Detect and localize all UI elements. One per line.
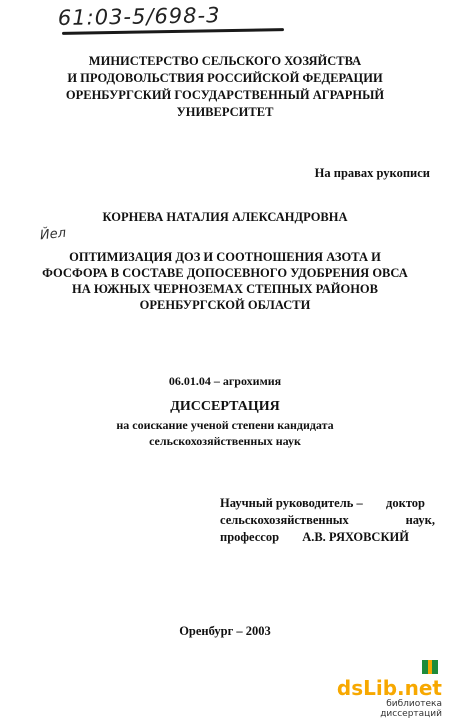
supervisor-block [220, 495, 435, 546]
degree-statement [0, 417, 450, 449]
degree-line: на соискание ученой степени кандидата [116, 418, 334, 432]
title-line: НА ЮЖНЫХ ЧЕРНОЗЕМАХ СТЕПНЫХ РАЙОНОВ [72, 282, 378, 296]
supervisor-role: Научный руководитель – [220, 496, 363, 510]
title-line: ОРЕНБУРГСКОЙ ОБЛАСТИ [139, 298, 311, 312]
supervisor-field: сельскохозяйственных [220, 513, 349, 527]
supervisor-degree: доктор [386, 496, 425, 510]
watermark[interactable] [322, 658, 442, 719]
rights-note: На правах рукописи [314, 166, 430, 180]
document-type: ДИССЕРТАЦИЯ [170, 399, 280, 414]
author-name: КОРНЕВА НАТАЛИЯ АЛЕКСАНДРОВНА [102, 210, 348, 224]
watermark-brand: dsLib.net [336, 676, 442, 700]
handwritten-catalog-code: 61:03-5/698-3 [57, 3, 221, 31]
org-line: И ПРОДОВОЛЬСТВИЯ РОССИЙСКОЙ ФЕДЕРАЦИИ [67, 71, 383, 85]
supervisor-line [220, 495, 425, 512]
degree-line: сельскохозяйственных наук [149, 434, 301, 448]
org-line: ОРЕНБУРГСКИЙ ГОСУДАРСТВЕННЫЙ АГРАРНЫЙ [65, 88, 385, 102]
city-year: Оренбург – 2003 [179, 624, 271, 638]
watermark-tagline: библиотека диссертаций [380, 699, 442, 719]
supervisor-name: А.В. РЯХОВСКИЙ [302, 530, 409, 544]
organization-header [0, 53, 450, 121]
org-line: УНИВЕРСИТЕТ [176, 105, 274, 119]
dissertation-title [0, 249, 450, 313]
org-line: МИНИСТЕРСТВО СЕЛЬСКОГО ХОЗЯЙСТВА [88, 54, 362, 68]
supervisor-field-suffix: наук, [405, 513, 435, 527]
specialty-code: 06.01.04 – агрохимия [168, 374, 282, 388]
title-line: ОПТИМИЗАЦИЯ ДОЗ И СООТНОШЕНИЯ АЗОТА И [69, 250, 381, 264]
supervisor-line [220, 512, 435, 529]
supervisor-line [220, 529, 435, 546]
book-logo-icon [421, 658, 439, 676]
supervisor-title: профессор [220, 530, 280, 544]
handwritten-initials: Йел [39, 225, 67, 244]
title-line: ФОСФОРА В СОСТАВЕ ДОПОСЕВНОГО УДОБРЕНИЯ ОВСА [42, 266, 408, 280]
